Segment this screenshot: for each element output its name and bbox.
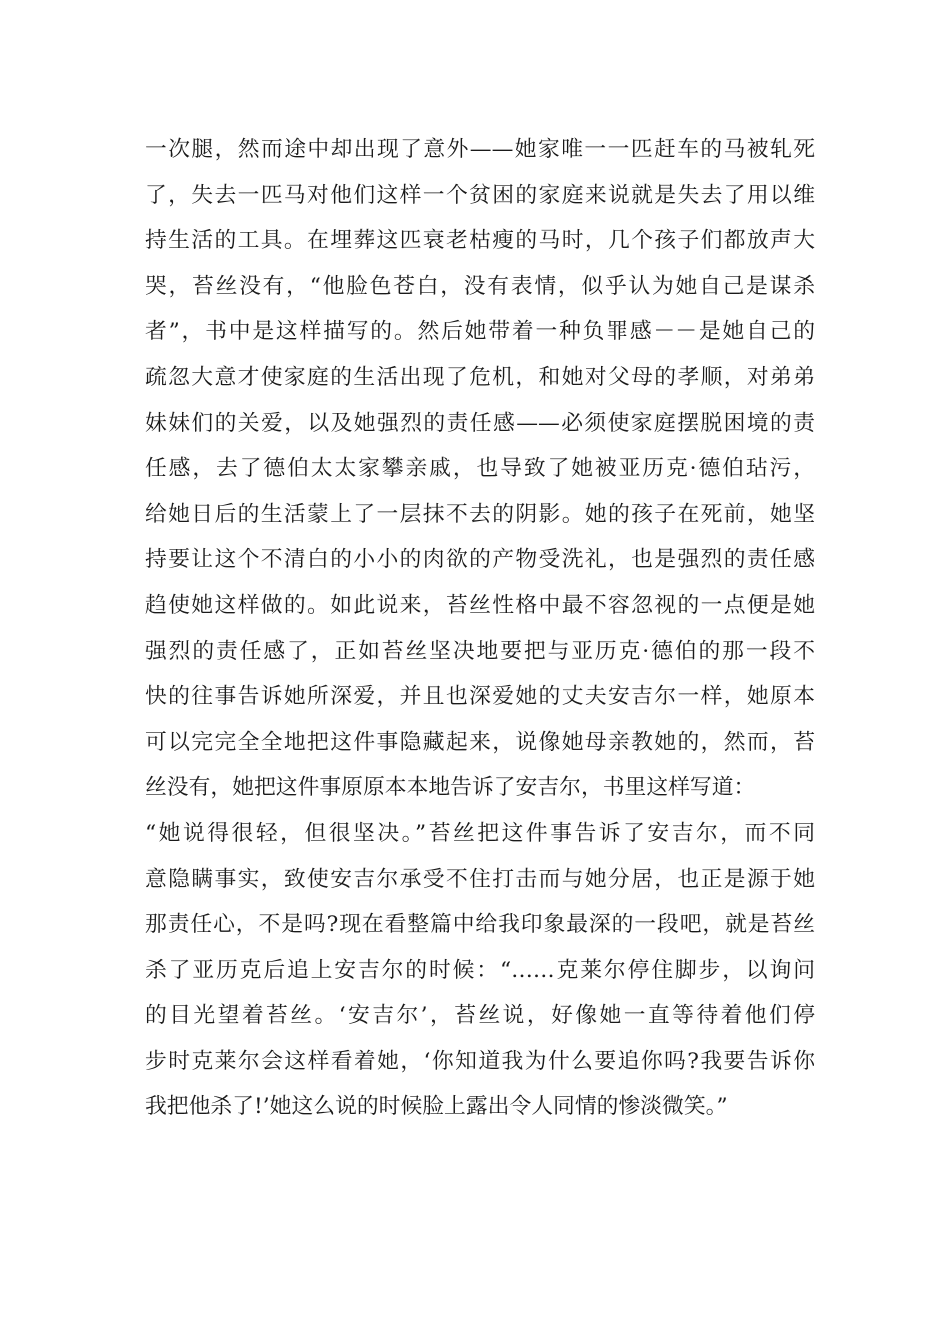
text-line: 持生活的工具。在埋葬这匹衰老枯瘦的马时，几个孩子们都放声大 [145,228,815,254]
text-line: 趋使她这样做的。如此说来，苔丝性格中最不容忽视的一点便是她 [145,592,815,618]
text-line: 了，失去一匹马对他们这样一个贫困的家庭来说就是失去了用以维 [145,182,815,208]
text-line: 哭，苔丝没有，“他脸色苍白，没有表情，似乎认为她自己是谋杀 [145,273,815,299]
text-line: 杀了亚历克后追上安吉尔的时候：“……克莱尔停住脚步，以询问 [145,957,815,983]
text-line: 意隐瞒事实，致使安吉尔承受不住打击而与她分居，也正是源于她 [145,866,815,892]
text-line: 丝没有，她把这件事原原本本地告诉了安吉尔，书里这样写道： [145,775,756,801]
text-line: 那责任心，不是吗?现在看整篇中给我印象最深的一段吧，就是苔丝 [145,912,815,938]
text-line: 妹妹们的关爱，以及她强烈的责任感——必须使家庭摆脱困境的责 [145,410,815,436]
text-line: 步时克莱尔会这样看着她，‘你知道我为什么要追你吗?我要告诉你 [145,1048,815,1074]
text-line: 给她日后的生活蒙上了一层抹不去的阴影。她的孩子在死前，她坚 [145,501,815,527]
text-line: 可以完完全全地把这件事隐藏起来，说像她母亲教她的，然而，苔 [145,729,815,755]
text-line: 持要让这个不清白的小小的肉欲的产物受洗礼，也是强烈的责任感 [145,547,815,573]
text-line: 快的往事告诉她所深爱，并且也深爱她的丈夫安吉尔一样，她原本 [145,684,815,710]
text-line: 强烈的责任感了，正如苔丝坚决地要把与亚历克·德伯的那一段不 [145,638,815,664]
body-text [145,127,815,1130]
text-line: 一次腿，然而途中却出现了意外——她家唯一一匹赶车的马被轧死 [145,137,815,162]
text-line: 的目光望着苔丝。‘安吉尔’，苔丝说，好像她一直等待着他们停 [145,1003,815,1029]
text-line: 我把他杀了!’她这么说的时候脸上露出令人同情的惨淡微笑。” [145,1094,728,1120]
text-line: “她说得很轻，但很坚决。”苔丝把这件事告诉了安吉尔，而不同 [145,820,815,846]
text-line: 者”，书中是这样描写的。然后她带着一种负罪感－－是她自己的 [145,319,815,345]
text-line: 疏忽大意才使家庭的生活出现了危机，和她对父母的孝顺，对弟弟 [145,364,815,390]
text-line: 任感，去了德伯太太家攀亲戚，也导致了她被亚历克·德伯玷污， [145,456,815,482]
